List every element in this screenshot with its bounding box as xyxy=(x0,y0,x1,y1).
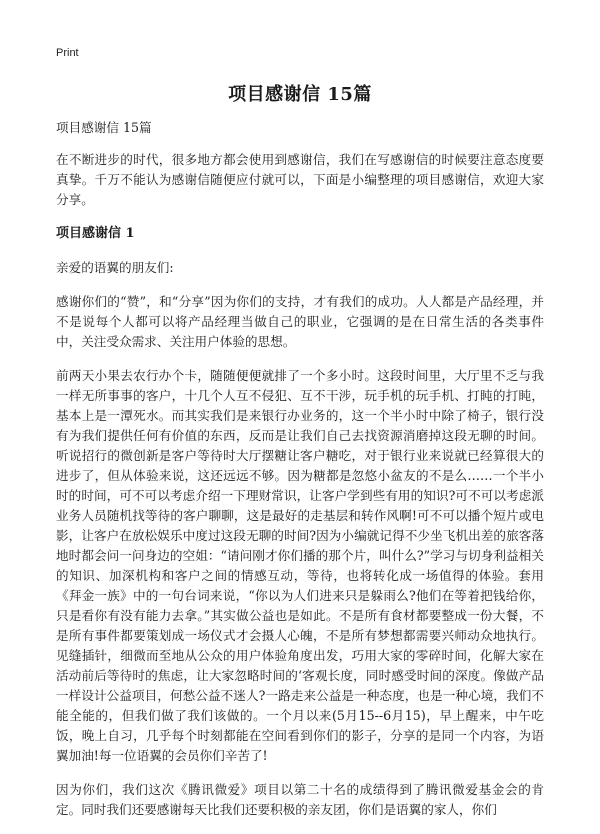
body-paragraph-2: 前两天小果去农行办个卡，随随便便就排了一个多小时。这段时间里，大厅里不乏与我一样无所事事的客户，十几个人互不侵犯、互不干涉，玩手机的玩手机、打盹的打盹，基本上是一潭死水。而其实我们是来银行办业务的，这一个半小时中除了椅子，银行没有为我们提供任何有价值的东西，反而是让我们自己去找资源消磨掉这段无聊的时间。听说招行的微创新是客户等待时大厅摆糖让客户糖吃，对于银行业来说就已经算很大的进步了，但从体验来说，这还远远不够。因为糖都是忽悠小盆友的不是么……一个半小时的时间，可不可以考虑介绍一下理财常识，让客户学到些有用的知识?可不可以考虑派业务人员随机找等待的客户聊聊，这是最好的走基层和转作风啊!可不可以播个短片或电影，让客户在放松娱乐中度过这段无聊的时间?因为小编就记得不少坐飞机出差的旅客落地时都会问一问身边的空姐：“请问刚才你们播的那个片，叫什么?”学习与切身利益相关的知识、加深机构和客户之间的情感互动，等待，也将转化成一场值得的体验。套用《拜金一族》中的一句台词来说，“你以为人们进来只是躲雨么?他们在等着把钱给你，只是看你有没有能力去拿。”其实做公益也是如此。不是所有食材都要整成一份大餐，不是所有事件都要策划成一场仪式才会摄人心魄，不是所有梦想都需要兴师动众地执行。见缝插针，细微而至地从公众的用户体验角度出发，巧用大家的零碎时间，化解大家在活动前后等待时的焦虑，让大家忽略时间的‘客观长度，同时感受时间的深度。像做产品一样设计公益项目，何愁公益不迷人?一路走来公益是一种态度，也是一种心境，我们不能全能的，但我们做了我们该做的。一个月以来(5月15--6月15)，早上醒来，中午吃饭，晚上自习，几乎每个时刻都能在空间看到你们的影子，分享的是同一个内容，为语翼加油!每一位语翼的会员你们辛苦了! xyxy=(56,368,544,763)
document-body xyxy=(56,118,544,834)
document-subtitle: 项目感谢信 15篇 xyxy=(56,120,152,135)
print-link[interactable]: Print xyxy=(56,47,79,59)
intro-paragraph: 在不断进步的时代，很多地方都会使用到感谢信，我们在写感谢信的时候要注意态度要真挚。千万不能认为感谢信随便应付就可以，下面是小编整理的项目感谢信，欢迎大家分享。 xyxy=(56,152,544,207)
page-title: 项目感谢信 15篇 xyxy=(228,84,372,105)
body-paragraph-1: 感谢你们的“赞”，和“分享”因为你们的支持，才有我们的成功。人人都是产品经理，并不是说每个人都可以将产品经理当做自己的职业，它强调的是在日常生活的各类事件中，关注受众需求、关注用户体验的思想。 xyxy=(56,294,544,349)
body-paragraph-3: 因为你们，我们这次《腾讯微爱》项目以第二十名的成绩得到了腾讯微爱基金会的肯定。同时我们还要感谢每天比我们还要积极的亲友团，你们是语翼的家人，你们 xyxy=(56,782,544,817)
salutation: 亲爱的语翼的朋友们: xyxy=(56,260,174,275)
section-heading: 项目感谢信 1 xyxy=(56,226,135,241)
